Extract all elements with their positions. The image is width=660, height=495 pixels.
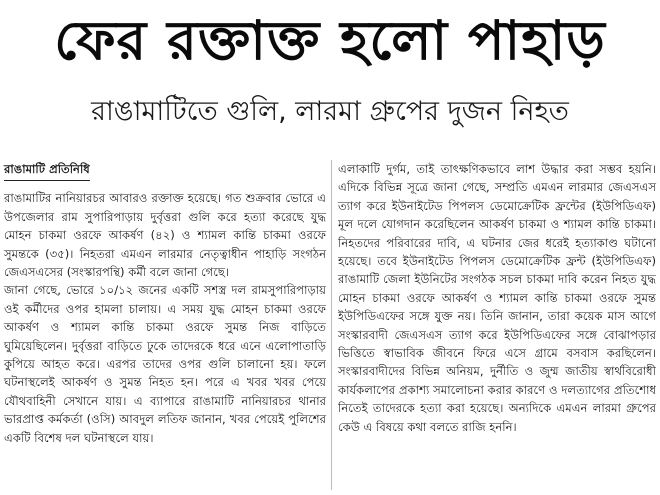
- article-paragraph-3: এলাকাটি দুর্গম, তাই তাৎক্ষণিকভাবে লাশ উদ্ধার করা সম্ভব হয়নি। এদিকে বিভিন্ন সূত্রে জানা গেছে, সম্প্রতি এমএন লারমার জেএসএস ত্যাগ করে ইউনাইটেড পিপলস ডেমোক্রেটিক ফ্রন্টের (ইউপিডিএফ) মূল দলে যোগদান করেছিলেন আকর্ষণ চাকমা ও শ্যামল কান্তি চাকমা। নিহতদের পরিবারের দাবি, এ ঘটনার জের ধরেই হত্যাকাণ্ড ঘটানো হয়েছে। তবে ইউনাইটেড পিপলস ডেমোক্রেটিক ফ্রন্ট (ইউপিডিএফ) রাঙামাটি জেলা ইউনিটের সংগঠক সচল চাকমা দাবি করেন নিহত যুদ্ধ মোহন চাকমা ওরফে আকর্ষণ ও শ্যামল কান্তি চাকমা ওরফে সুমন্ত ইউপিডিএফের সঙ্গে যুক্ত নয়। তিনি জানান, তারা কয়েক মাস আগে সংস্কারবাদী জেএসএস ত্যাগ করে ইউপিডিএফের সঙ্গে বোঝাপড়ার ভিত্তিতে স্বাভাবিক জীবনে ফিরে এসে গ্রামে বসবাস করছিলেন। সংস্কারবাদীদের বিভিন্ন অনিয়ম, দুর্নীতি ও জুম্ম জাতীয় স্বার্থবিরোধী কার্যকলাপের প্রকাশ্য সমালোচনা করার কারণে ও দলত্যাগের প্রতিশোধ নিতেই তাদেরকে হত্যা করা হয়েছে। অন্যদিকে এমএন লারমা গ্রুপের কেউ এ বিষয়ে কথা বলতে রাজি হননি।: [338, 162, 656, 434]
- column-divider: [331, 160, 332, 490]
- left-column: [4, 160, 326, 447]
- headline: ফের রক্তাক্ত হলো পাহাড়: [54, 9, 606, 72]
- byline: রাঙামাটি প্রতিনিধি: [4, 160, 90, 181]
- article-paragraph-1: রাঙামাটির নানিয়ারচর আবারও রক্তাক্ত হয়েছে। গত শুক্রবার ভোরে এ উপজেলার রাম সুপারিপাড়ায় দুর্বৃত্তরা গুলি করে হত্যা করেছে যুদ্ধ মোহন চাকমা ওরফে আকর্ষণ (৪২) ও শ্যামল কান্তি চাকমা ওরফে সুমন্তকে (৩৫)। নিহতরা এমএন লারমার নেতৃত্বাধীন পাহাড়ি সংগঠন জেএসএসের (সংস্কারপন্থি) কর্মী বলে জানা গেছে।: [4, 191, 326, 280]
- article-paragraph-2: জানা গেছে, ভোরে ১০/১২ জনের একটি সশস্ত্র দল রামসুপারিপাড়ায় ওই কর্মীদের ওপর হামলা চালায়। এ সময় যুদ্ধ মোহন চাকমা ওরফে আকর্ষণ ও শ্যামল কান্তি চাকমা ওরফে সুমন্ত নিজ বাড়িতে ঘুমিয়েছিলেন। দুর্বৃত্তরা বাড়িতে ঢুকে তাদেরকে ধরে এনে এলোপাতাড়ি কুপিয়ে আহত করে। এরপর তাদের ওপর গুলি চালানো হয়। ফলে ঘটনাস্থলেই আকর্ষণ ও সুমন্ত নিহত হন। পরে এ খবর খবর পেয়ে যৌথবাহিনী সেখানে যায়। এ ব্যাপারে রাঙামাটি নানিয়ারচর থানার ভারপ্রাপ্ত কর্মকর্তা (ওসি) আবদুল লতিফ জানান, খবর পেয়েই পুলিশের একটি বিশেষ দল ঘটনাস্থলে যায়।: [4, 283, 326, 445]
- subheadline: রাঙামাটিতে গুলি, লারমা গ্রুপের দুজন নিহত: [91, 96, 569, 127]
- right-column: [338, 160, 656, 436]
